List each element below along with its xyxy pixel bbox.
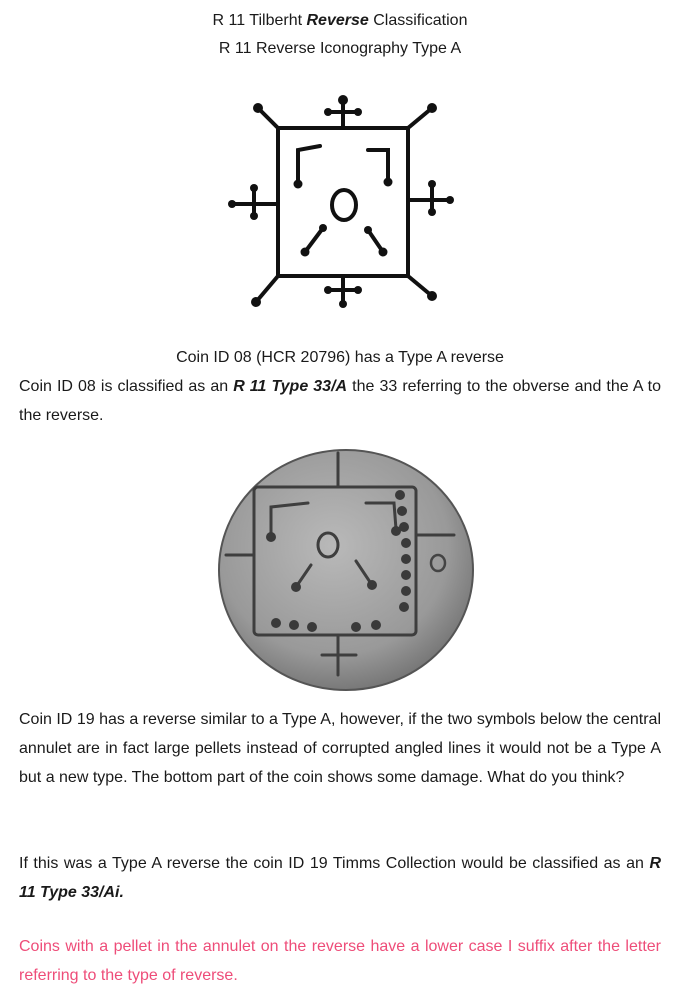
- coin-19-paragraph: Coin ID 19 has a reverse similar to a Type A, however, if the two symbols below the central annulet are in fact large pellets instead of corrupted angled lines it would not be a Type A but a new type. The bottom part of the coin shows some damage. What do you think?: [19, 711, 661, 786]
- coin-19-type: R 11 Type 33/Ai.: [19, 855, 661, 901]
- coin-08-classification: Coin ID 08 is classified as an R 11 Type 33/A the 33 referring to the obverse and the A to the reverse.: [19, 378, 662, 424]
- page-subtitle: R 11 Reverse Iconography Type A: [218, 40, 462, 57]
- central-annulet: [332, 190, 356, 220]
- coin-08-caption: Coin ID 08 (HCR 20796) has a Type A reverse: [176, 349, 504, 366]
- page-title: R 11 Tilberht Reverse Classification: [212, 12, 468, 29]
- type-a-iconography-diagram: [218, 92, 468, 320]
- coin-19-classification: If this was a Type A reverse the coin ID 19 Timms Collection would be classified as an R 11 Type 33/Ai.: [19, 855, 661, 901]
- title-emphasis: Reverse: [306, 12, 369, 29]
- coin-08-type: R 11 Type 33/A: [233, 378, 348, 395]
- suffix-note: Coins with a pellet in the annulet on the reverse have a lower case I suffix after the letter referring to the type of reverse.: [19, 938, 661, 984]
- coin-photo: [216, 445, 476, 695]
